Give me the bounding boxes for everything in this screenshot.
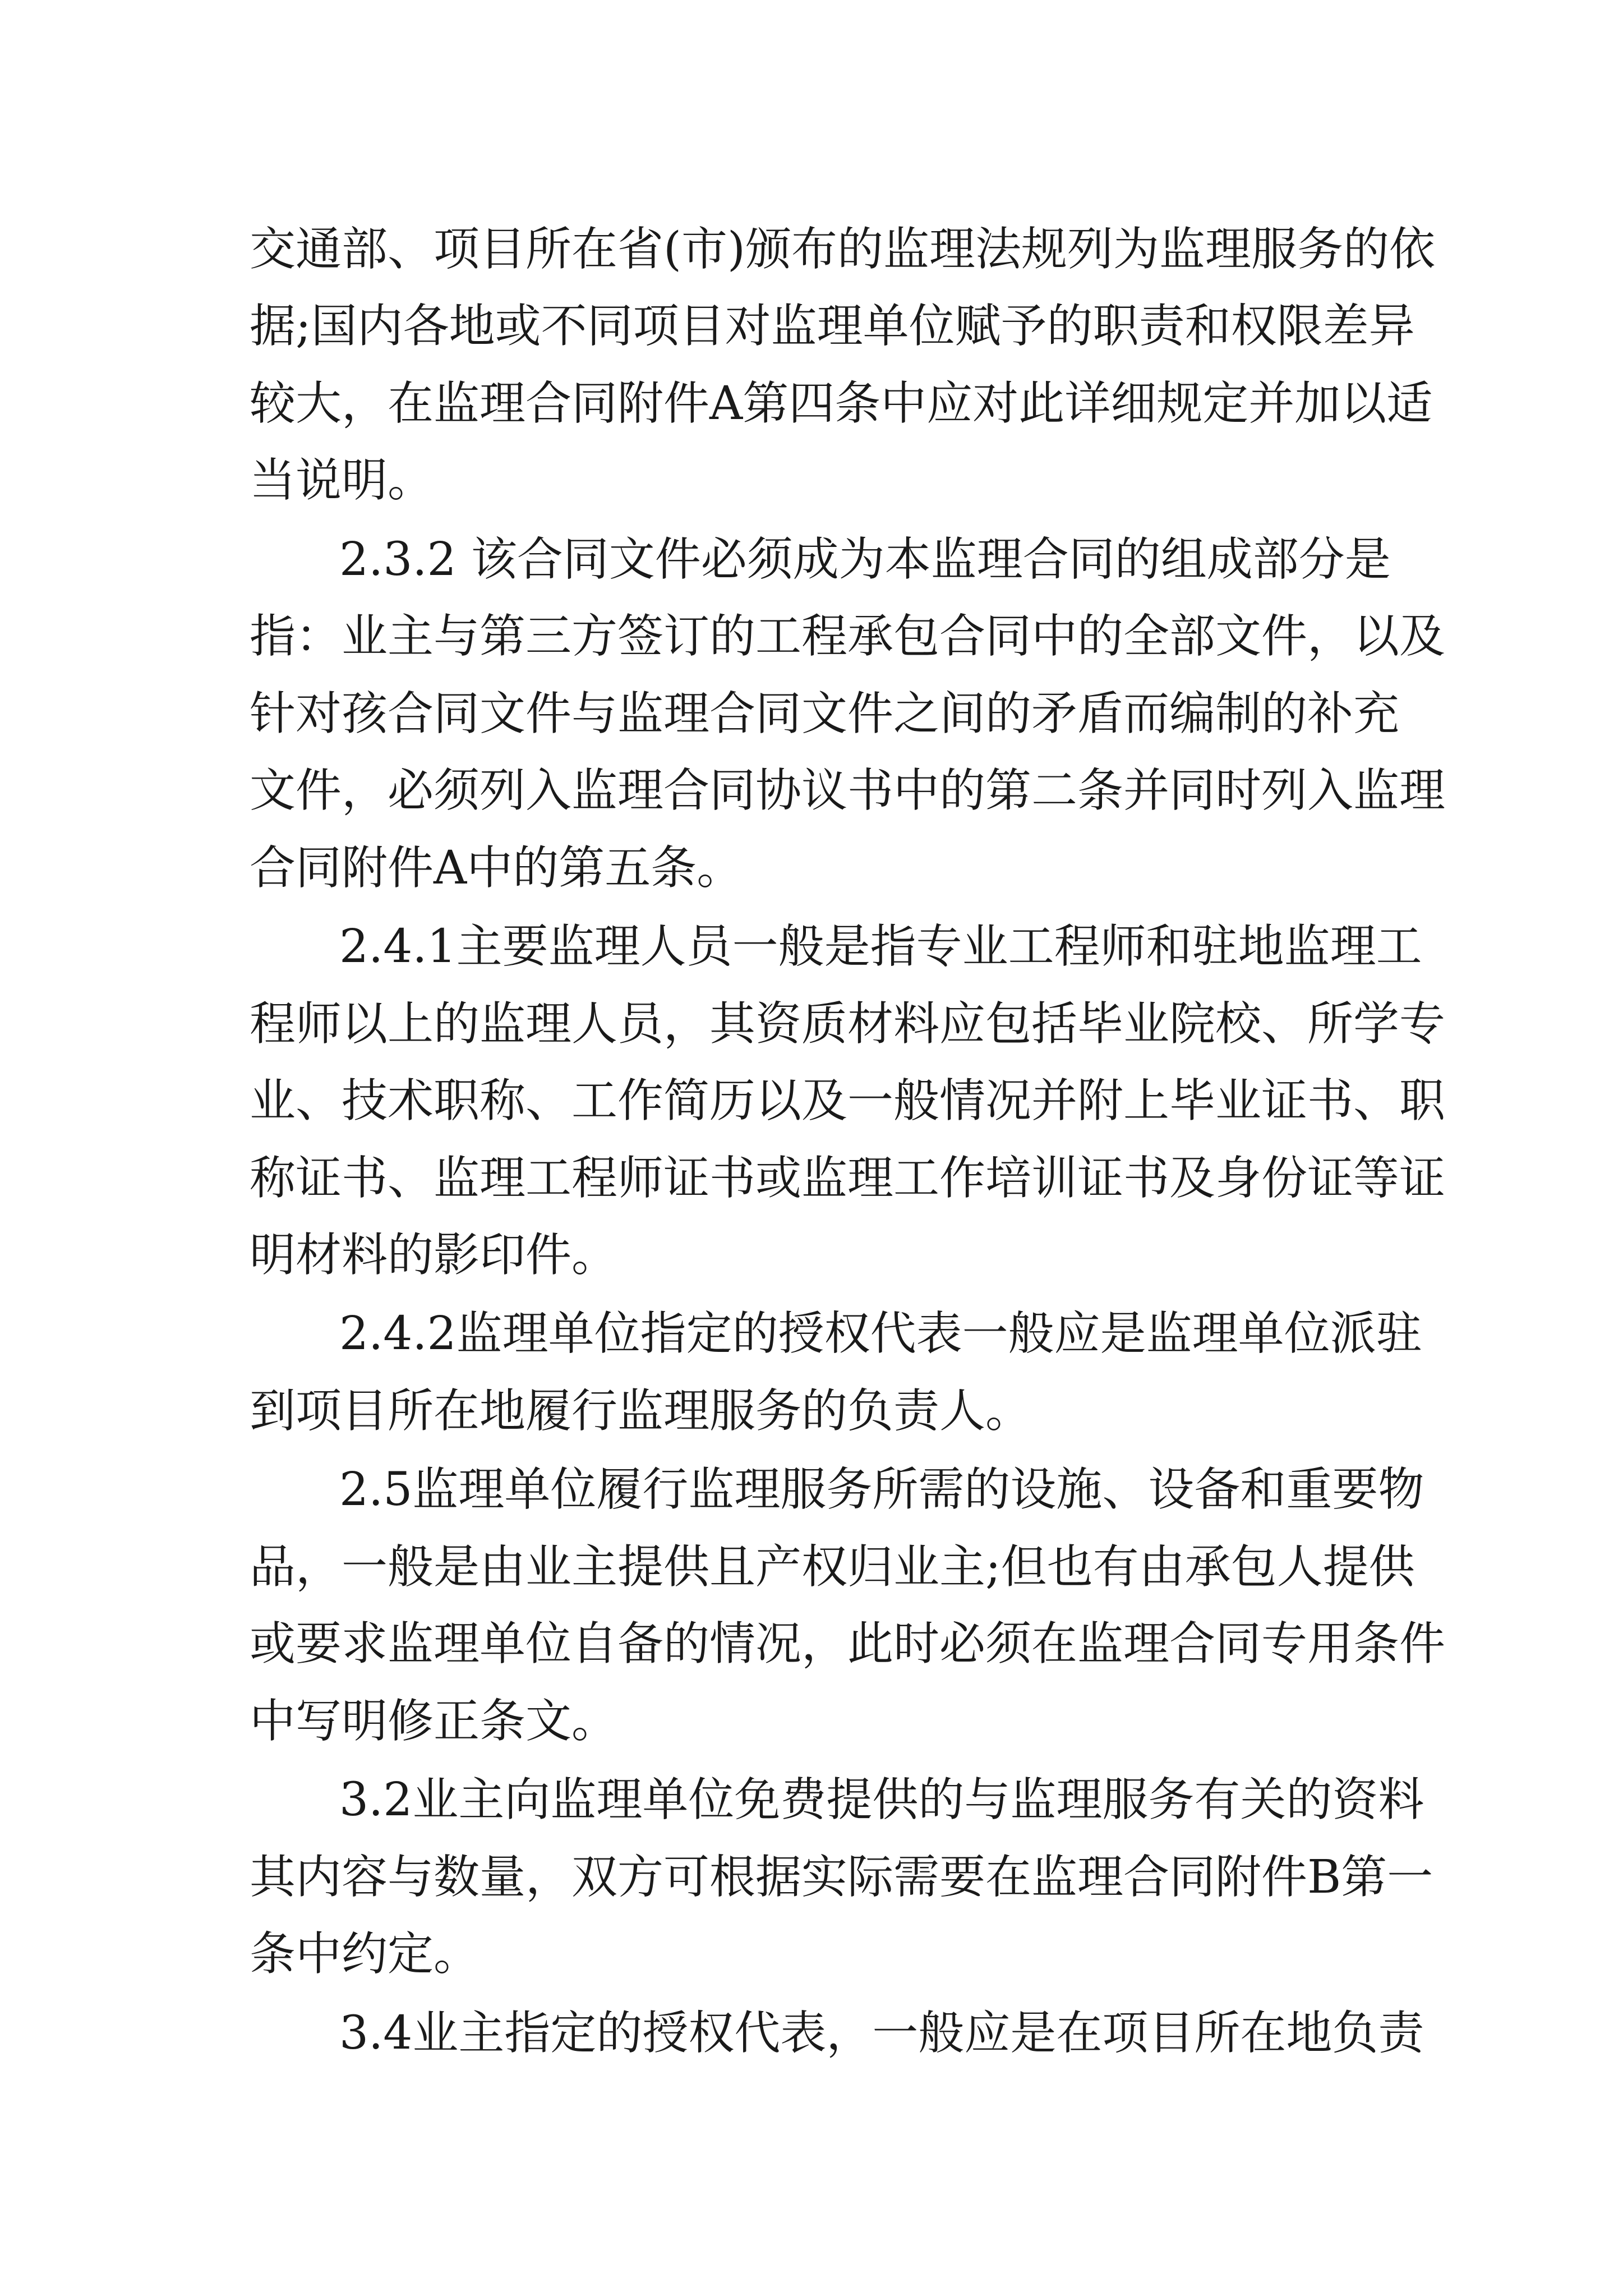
text-line: 条中约定。 [250,1927,480,1981]
paragraph-start-2-5: 2.5监理单位履行监理服务所需的设施、设备和重要物 [339,1463,1424,1516]
paragraph-start-3-4: 3.4业主指定的授权代表，一般应是在项目所在地负责 [339,2007,1424,2060]
text-line: 针对孩合同文件与监理合同文件之间的矛盾而编制的补充 [250,687,1400,740]
text-line: 据;国内各地或不同项目对监理单位赋予的职责和权限差异 [250,300,1415,353]
text-line: 业、技术职称、工作简历以及一般情况并附上毕业证书、职 [250,1074,1446,1128]
text-line: 到项目所在地履行监理服务的负责人。 [250,1384,1032,1438]
paragraph-start-2-4-2: 2.4.2监理单位指定的授权代表一般应是监理单位派驻 [339,1307,1422,1360]
text-line: 指：业主与第三方签订的工程承包合同中的全部文件，以及 [250,610,1446,663]
text-line: 其内容与数量，双方可根据实际需要在监理合同附件B第一 [250,1851,1433,1904]
paragraph-start-3-2: 3.2业主向监理单位免费提供的与监理服务有关的资料 [339,1773,1424,1826]
text-line: 当说明。 [250,454,434,507]
text-line: 或要求监理单位自备的情况，此时必须在监理合同专用条件 [250,1617,1446,1671]
text-line: 合同附件A中的第五条。 [250,841,743,895]
text-line: 较大，在监理合同附件A第四条中应对此详细规定并加以适 [250,377,1433,430]
paragraph-start-2-3-2: 2.3.2 该合同文件必须成为本监理合同的组成部分是 [339,533,1391,586]
text-line: 文件，必须列入监理合同协议书中的第二条并同时列入监理 [250,764,1446,817]
paragraph-start-2-4-1: 2.4.1主要监理人员一般是指专业工程师和驻地监理工 [339,920,1422,973]
text-line: 品，一般是由业主提供且产权归业主;但也有由承包人提供 [250,1540,1415,1594]
text-line: 程师以上的监理人员，其资质材料应包括毕业院校、所学专 [250,997,1446,1051]
text-line: 交通部、项目所在省(市)颁布的监理法规列为监理服务的依 [250,223,1435,276]
text-line: 中写明修正条文。 [250,1695,618,1748]
text-line: 明材料的影印件。 [250,1228,618,1282]
text-line: 称证书、监理工程师证书或监理工作培训证书及身份证等证 [250,1152,1446,1205]
